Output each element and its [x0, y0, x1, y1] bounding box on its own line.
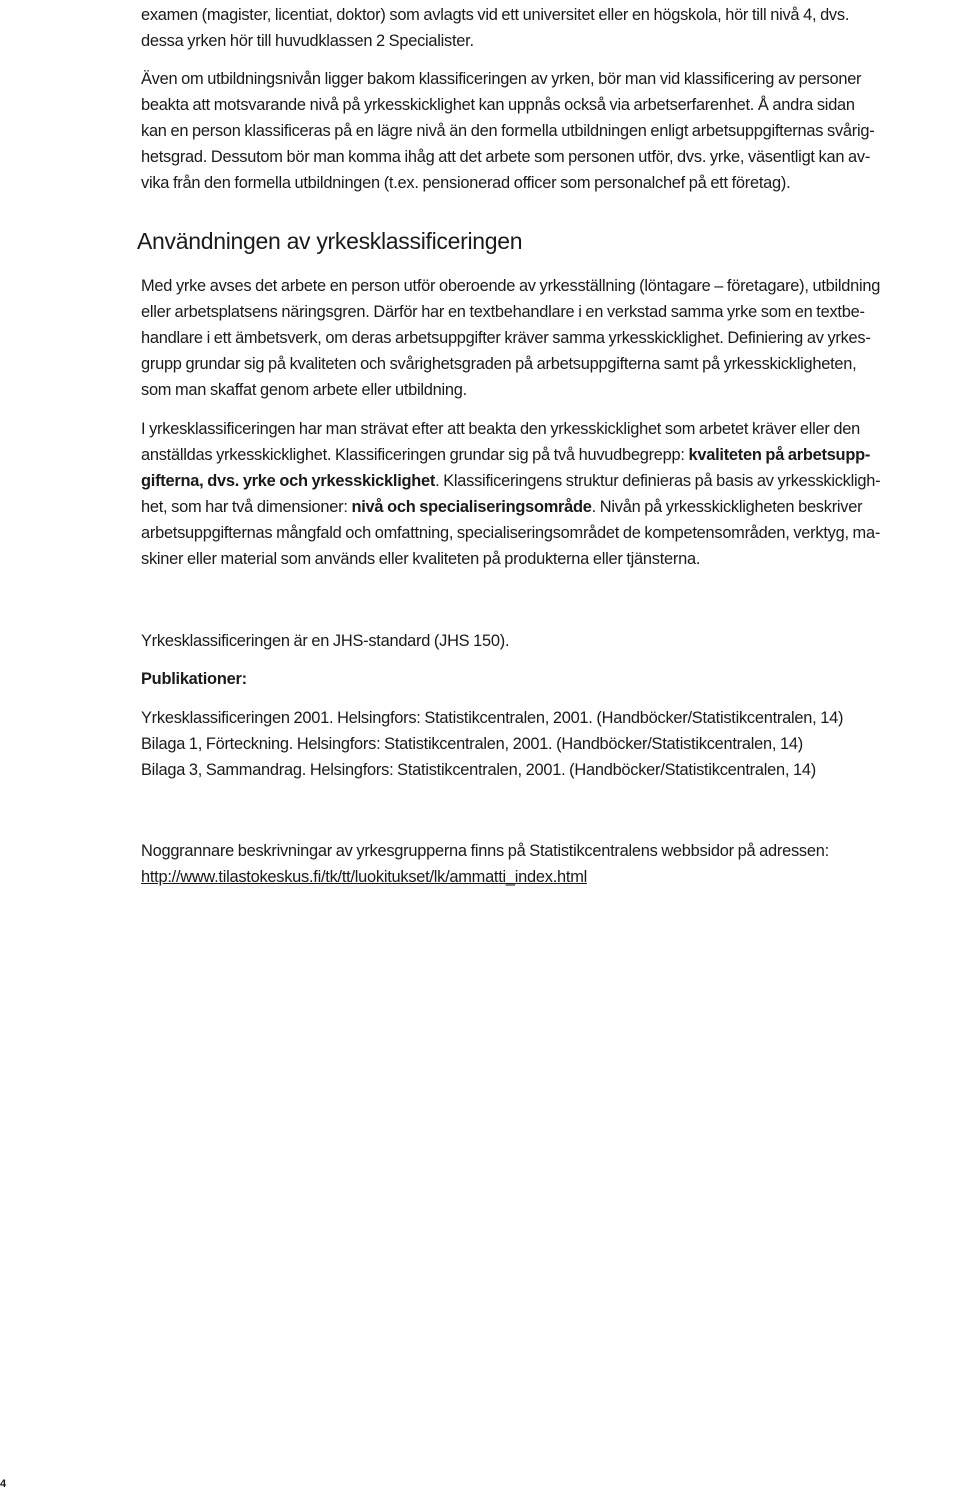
- text-line: som man skaffat genom arbete eller utbildning.: [141, 381, 467, 399]
- text-line: eller arbetsplatsens näringsgren. Därför har en textbehandlare i en verkstad samma yrke som en textbe-: [141, 303, 865, 321]
- occupation-definition-paragraph: [141, 273, 880, 403]
- text-line: Yrkesklassificeringen är en JHS-standard (JHS 150).: [141, 632, 510, 650]
- text-segment: . Klassificeringens struktur definieras på basis av yrkesskickligh-: [435, 472, 881, 490]
- text-segment: het, som har två dimensioner:: [141, 498, 352, 516]
- intro-paragraph: [141, 2, 849, 54]
- more-info-paragraph: [141, 838, 829, 890]
- publication-item: Bilaga 1, Förteckning. Helsingfors: Statistikcentralen, 2001. (Handböcker/Statistikcentralen, 14): [141, 735, 803, 753]
- page-number: 4: [0, 1478, 7, 1490]
- statistics-url-link[interactable]: http://www.tilastokeskus.fi/tk/tt/luokitukset/lk/ammatti_index.html: [141, 868, 587, 886]
- publication-item: Yrkesklassificeringen 2001. Helsingfors: Statistikcentralen, 2001. (Handböcker/Statistikcentralen, 14): [141, 709, 844, 727]
- publications-list: [141, 705, 843, 783]
- text-line: examen (magister, licentiat, doktor) som avlagts vid ett universitet eller en högskola, hör till nivå 4, dvs.: [141, 6, 850, 24]
- bold-term: nivå och specialiseringsområde: [351, 498, 592, 516]
- publication-item: Bilaga 3, Sammandrag. Helsingfors: Statistikcentralen, 2001. (Handböcker/Statistikcentralen, 14): [141, 761, 816, 779]
- text-line: dessa yrken hör till huvudklassen 2 Specialister.: [141, 32, 474, 50]
- text-line: Även om utbildningsnivån ligger bakom klassificeringen av yrken, bör man vid klassificering av personer: [141, 70, 862, 88]
- text-line: [141, 494, 880, 520]
- education-level-paragraph: [141, 66, 874, 196]
- text-line: grupp grundar sig på kvaliteten och svårighetsgraden på arbetsuppgifterna samt på yrkesskickligheten,: [141, 355, 857, 373]
- publications-label: Publikationer:: [141, 670, 247, 688]
- jhs-standard-note: [141, 628, 509, 654]
- text-segment: . Nivån på yrkesskickligheten beskriver: [591, 498, 863, 516]
- text-line: skiner eller material som används eller kvaliteten på produkterna eller tjänsterna.: [141, 550, 701, 568]
- bold-term: gifterna, dvs. yrke och yrkesskicklighet: [141, 472, 436, 490]
- text-line: handlare i ett ämbetsverk, om deras arbetsuppgifter kräver samma yrkesskicklighet. Definiering av yrkes-: [141, 329, 871, 347]
- bold-term: kvaliteten på arbetsupp-: [688, 446, 871, 464]
- text-line: arbetsuppgifternas mångfald och omfattning, specialiseringsområdet de kompetensområden, verktyg, ma-: [141, 524, 881, 542]
- text-line: [141, 468, 880, 494]
- section-heading: Användningen av yrkesklassificeringen: [137, 228, 523, 254]
- text-line: I yrkesklassificeringen har man strävat efter att beakta den yrkesskicklighet som arbetet kräver eller den: [141, 420, 860, 438]
- text-line: Noggrannare beskrivningar av yrkesgrupperna finns på Statistikcentralens webbsidor på adressen:: [141, 842, 829, 860]
- classification-structure-paragraph: [141, 416, 880, 572]
- text-line: Med yrke avses det arbete en person utför oberoende av yrkesställning (löntagare – företagare), utbildning: [141, 277, 881, 295]
- text-segment: anställdas yrkesskicklighet. Klassificeringen grundar sig på två huvudbegrepp:: [141, 446, 689, 464]
- text-line: [141, 442, 880, 468]
- text-line: hetsgrad. Dessutom bör man komma ihåg att det arbete som personen utför, dvs. yrke, väsentligt kan av-: [141, 148, 871, 166]
- text-line: kan en person klassificeras på en lägre nivå än den formella utbildningen enligt arbetsuppgifternas svårig-: [141, 122, 875, 140]
- publications-heading: [141, 666, 247, 692]
- text-line: vika från den formella utbildningen (t.ex. pensionerad officer som personalchef på ett företag).: [141, 174, 791, 192]
- text-line: beakta att motsvarande nivå på yrkesskicklighet kan uppnås också via arbetserfarenhet. Å andra sidan: [141, 96, 855, 114]
